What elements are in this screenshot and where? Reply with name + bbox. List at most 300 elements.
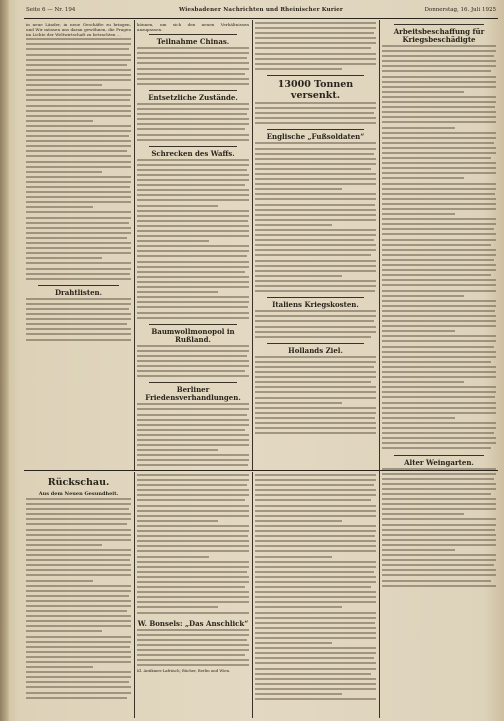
text-line — [382, 468, 496, 470]
text-line — [26, 176, 131, 178]
text-line — [382, 239, 496, 241]
text-line — [255, 545, 376, 547]
text-line — [137, 586, 245, 588]
text-line — [382, 259, 494, 261]
text-line — [255, 698, 376, 700]
text-line — [26, 692, 131, 694]
text-line — [382, 346, 494, 348]
text-line — [382, 254, 496, 256]
body-text — [26, 298, 131, 344]
headline-rule — [267, 75, 364, 76]
body-text — [26, 498, 131, 702]
text-line — [255, 505, 376, 507]
text-line — [137, 484, 247, 486]
text-line — [255, 622, 375, 624]
body-text — [137, 103, 249, 144]
text-line — [137, 596, 249, 598]
text-line — [137, 345, 249, 347]
headline-rule — [267, 343, 364, 344]
text-line — [255, 647, 376, 649]
text-line — [137, 489, 249, 491]
text-line — [137, 444, 249, 446]
text-line — [382, 203, 496, 205]
text-line — [255, 397, 376, 399]
text-line — [255, 331, 376, 333]
text-line — [137, 317, 249, 319]
text-line — [137, 210, 249, 212]
text-line — [26, 298, 131, 300]
text-line — [255, 22, 376, 24]
text-line — [137, 571, 247, 573]
page-number: Seite 6 — Nr. 194 — [26, 7, 76, 13]
text-line — [255, 525, 376, 527]
text-line — [26, 676, 131, 678]
text-line — [137, 240, 209, 242]
text-line — [255, 381, 371, 383]
text-line — [255, 290, 375, 292]
article-headline: Hollands Ziel. — [288, 345, 343, 355]
text-line — [382, 396, 495, 398]
text-line — [255, 432, 376, 434]
text-line — [382, 447, 491, 449]
text-line — [137, 169, 247, 171]
body-text — [137, 345, 249, 381]
text-line — [255, 280, 376, 282]
text-line — [137, 83, 249, 85]
text-line — [137, 540, 249, 542]
text-line — [137, 520, 218, 522]
binding-spine — [0, 0, 9, 721]
text-line — [26, 544, 102, 546]
text-line — [255, 102, 376, 104]
text-line — [137, 403, 249, 405]
text-line — [137, 434, 249, 436]
text-line — [255, 42, 376, 44]
text-line — [255, 356, 376, 358]
text-line — [255, 315, 376, 317]
text-line — [382, 513, 464, 515]
text-line — [26, 166, 131, 168]
text-line — [255, 601, 376, 603]
text-line — [137, 179, 249, 181]
text-line — [382, 137, 496, 139]
text-line — [255, 566, 376, 568]
text-line — [382, 335, 496, 337]
column-divider — [252, 20, 253, 470]
text-line — [137, 550, 249, 552]
text-line — [137, 601, 249, 603]
text-line — [382, 162, 496, 164]
headline-rule — [149, 90, 237, 91]
text-line — [26, 191, 131, 193]
text-line — [137, 134, 249, 136]
text-line — [382, 183, 496, 185]
text-line — [382, 437, 496, 439]
text-line — [255, 198, 376, 200]
text-line — [26, 625, 131, 627]
text-line — [26, 125, 131, 127]
text-line — [26, 641, 131, 643]
text-line — [26, 181, 131, 183]
headline-rule — [149, 382, 237, 383]
text-line — [255, 214, 376, 216]
footer-note: Kl. Antikmes-Lafräsch; Bücher, Berlin und Wien. — [137, 668, 231, 674]
text-line — [137, 108, 249, 110]
text-line — [26, 636, 131, 638]
headline-rule — [394, 24, 484, 25]
text-line — [255, 386, 376, 388]
headline-rule — [267, 297, 364, 298]
text-line — [255, 178, 376, 180]
text-line — [137, 230, 249, 232]
body-text — [382, 468, 496, 590]
text-line — [26, 585, 131, 587]
text-line — [26, 534, 131, 536]
text-line — [137, 414, 247, 416]
text-line — [255, 693, 342, 695]
body-text — [137, 474, 249, 617]
text-line — [137, 629, 249, 631]
text-line — [26, 518, 131, 520]
text-line — [26, 303, 131, 305]
body-text — [137, 403, 249, 467]
text-line — [137, 47, 249, 49]
text-line — [382, 116, 496, 118]
text-line — [255, 591, 376, 593]
text-line — [382, 244, 491, 246]
text-line — [26, 64, 127, 66]
column-4 — [382, 22, 496, 717]
text-line — [26, 605, 131, 607]
text-line — [137, 215, 249, 217]
text-line — [137, 118, 249, 120]
text-line — [26, 227, 131, 229]
text-line — [137, 271, 245, 273]
text-line — [382, 193, 495, 195]
text-line — [137, 561, 249, 563]
text-line — [255, 188, 342, 190]
text-line — [26, 268, 131, 270]
text-line — [137, 535, 248, 537]
column-7 — [255, 474, 376, 718]
text-line — [255, 535, 375, 537]
text-line — [382, 218, 496, 220]
text-line — [26, 99, 130, 101]
text-line — [382, 381, 464, 383]
text-line — [26, 569, 131, 571]
text-line — [137, 464, 248, 466]
text-line — [382, 585, 496, 587]
text-line — [255, 596, 376, 598]
text-line — [382, 580, 491, 582]
text-line — [255, 627, 376, 629]
text-line — [26, 671, 131, 673]
text-line — [255, 158, 376, 160]
text-line — [26, 79, 131, 81]
column-6 — [137, 474, 249, 718]
text-line — [26, 574, 131, 576]
text-line — [255, 422, 376, 424]
text-line — [382, 310, 495, 312]
article-headline: Entsetzliche Zustände. — [148, 92, 238, 102]
section-title: Rückschau. — [47, 477, 110, 488]
text-line — [137, 591, 249, 593]
headline-rule — [149, 324, 237, 325]
text-line — [382, 340, 496, 342]
text-line — [26, 211, 131, 213]
text-line — [382, 549, 455, 551]
text-line — [382, 177, 464, 179]
text-line — [26, 595, 129, 597]
text-line — [137, 281, 249, 283]
text-line — [255, 320, 374, 322]
text-line — [137, 515, 249, 517]
text-line — [26, 110, 131, 112]
text-line — [26, 105, 131, 107]
article-headline: Berliner Friedensverhandlungen. — [145, 385, 241, 403]
text-line — [382, 366, 496, 368]
text-line — [382, 81, 496, 83]
text-line — [137, 250, 249, 252]
text-line — [255, 371, 376, 373]
text-line — [382, 361, 491, 363]
text-line — [137, 360, 249, 362]
text-line — [137, 113, 247, 115]
text-line — [255, 254, 371, 256]
text-line — [382, 147, 496, 149]
text-line — [382, 127, 455, 129]
text-line — [137, 139, 249, 141]
text-line — [255, 361, 376, 363]
body-text — [255, 474, 376, 703]
text-line — [137, 644, 249, 646]
text-line — [137, 566, 249, 568]
text-line — [382, 539, 496, 541]
text-line — [137, 664, 249, 666]
text-line — [382, 432, 494, 434]
text-line — [26, 130, 131, 132]
text-line — [382, 70, 491, 72]
text-line — [255, 510, 376, 512]
text-line — [137, 73, 245, 75]
text-line — [255, 612, 376, 614]
text-line — [255, 68, 342, 70]
text-line — [26, 549, 131, 551]
text-line — [255, 652, 376, 654]
text-line — [255, 275, 342, 277]
issue-date: Donnerstag, 16. Juli 1925 — [424, 7, 496, 13]
text-line — [137, 505, 249, 507]
text-line — [137, 474, 249, 476]
text-line — [255, 376, 376, 378]
text-line — [382, 269, 496, 271]
headline-rule — [149, 34, 237, 35]
text-line — [255, 183, 376, 185]
text-line — [137, 459, 249, 461]
article-headline: Drahtlisten. — [54, 287, 103, 297]
text-line — [137, 164, 249, 166]
text-line — [255, 484, 374, 486]
body-text — [255, 356, 376, 438]
headline-rule — [394, 455, 484, 456]
section-subtitle: Aus dem Neuen Gesundheit. — [38, 491, 119, 497]
text-line — [255, 668, 376, 670]
text-line — [26, 217, 131, 219]
text-line — [26, 38, 131, 40]
text-line — [137, 296, 249, 298]
header-rule — [24, 18, 498, 19]
text-line — [255, 540, 376, 542]
column-divider — [134, 20, 135, 470]
text-line — [255, 260, 376, 262]
headline-rule — [38, 285, 119, 286]
text-line — [382, 101, 496, 103]
text-line — [137, 261, 249, 263]
text-line — [255, 561, 376, 563]
text-line — [382, 142, 494, 144]
text-line — [382, 564, 494, 566]
text-line — [255, 637, 376, 639]
text-line — [382, 45, 496, 47]
text-line — [26, 697, 127, 699]
text-line — [26, 252, 131, 254]
text-line — [382, 534, 496, 536]
text-line — [255, 63, 376, 65]
text-line — [382, 473, 496, 475]
text-line — [137, 576, 249, 578]
text-line — [255, 229, 376, 231]
text-line — [382, 152, 496, 154]
masthead-title: Wiesbadener Nachrichten und Rheinischer Kurier — [178, 7, 344, 13]
text-line — [382, 488, 496, 490]
text-line — [382, 376, 496, 378]
text-line — [137, 370, 245, 372]
text-line — [255, 499, 371, 501]
text-line — [382, 427, 496, 429]
text-line — [382, 223, 496, 225]
text-line — [255, 117, 376, 119]
text-line — [26, 564, 131, 566]
text-line — [26, 161, 131, 163]
text-line — [26, 232, 131, 234]
text-line — [255, 27, 376, 29]
text-line — [255, 112, 374, 114]
text-line — [26, 206, 93, 208]
text-line — [137, 439, 249, 441]
text-line — [255, 224, 332, 226]
text-line — [137, 301, 249, 303]
text-line — [26, 600, 131, 602]
text-line — [255, 657, 374, 659]
article-headline: Englische „Fußsoldaten“ — [266, 132, 365, 142]
body-text — [137, 47, 249, 88]
text-line — [255, 326, 376, 328]
text-line — [137, 581, 249, 583]
text-line — [26, 74, 131, 76]
text-line — [255, 571, 374, 573]
text-line — [382, 417, 455, 419]
headline-rule — [149, 146, 237, 147]
text-line — [382, 60, 496, 62]
feuilleton-title: W. Bonsels: „Das Anschlick“ — [137, 618, 249, 628]
text-line — [26, 242, 131, 244]
text-line — [26, 48, 129, 50]
text-line — [382, 391, 496, 393]
body-text — [255, 22, 376, 73]
text-line — [382, 305, 496, 307]
text-line — [26, 333, 131, 335]
text-line — [255, 642, 332, 644]
text-line — [382, 106, 495, 108]
text-line — [26, 237, 127, 239]
text-line — [255, 53, 376, 55]
text-line — [382, 320, 496, 322]
text-line — [26, 69, 131, 71]
text-line — [137, 68, 249, 70]
text-line — [137, 365, 249, 367]
text-line — [382, 213, 455, 215]
text-line — [137, 479, 249, 481]
text-line — [26, 559, 130, 561]
text-line — [255, 209, 376, 211]
text-line — [137, 530, 249, 532]
column-divider — [134, 472, 135, 718]
text-line — [255, 37, 376, 39]
text-line — [255, 412, 376, 414]
text-line — [255, 550, 376, 552]
body-text — [26, 38, 131, 283]
text-line — [26, 666, 93, 668]
text-line — [26, 508, 129, 510]
text-line — [26, 630, 102, 632]
text-line — [255, 576, 376, 578]
text-line — [137, 235, 249, 237]
text-line — [382, 559, 496, 561]
text-line — [255, 219, 376, 221]
body-text — [382, 249, 496, 453]
text-line — [255, 417, 375, 419]
text-line — [137, 276, 249, 278]
text-line — [137, 286, 249, 288]
text-line — [137, 612, 249, 614]
column-5 — [26, 474, 131, 718]
text-line — [382, 91, 464, 93]
text-line — [26, 257, 102, 259]
text-line — [382, 315, 496, 317]
text-line — [382, 96, 496, 98]
text-line — [255, 47, 371, 49]
body-text — [255, 310, 376, 341]
text-line — [137, 654, 245, 656]
text-line — [26, 262, 131, 264]
text-line — [255, 32, 374, 34]
text-line — [137, 510, 249, 512]
text-line — [255, 142, 376, 144]
text-line — [255, 520, 342, 522]
text-line — [382, 274, 491, 276]
text-line — [255, 391, 376, 393]
text-line — [137, 255, 247, 257]
text-line — [26, 661, 131, 663]
text-line — [382, 493, 491, 495]
text-line — [26, 155, 131, 157]
text-line — [26, 43, 131, 45]
text-line — [137, 225, 249, 227]
text-line — [382, 529, 495, 531]
text-line — [382, 157, 491, 159]
text-line — [382, 172, 496, 174]
text-line — [382, 498, 496, 500]
